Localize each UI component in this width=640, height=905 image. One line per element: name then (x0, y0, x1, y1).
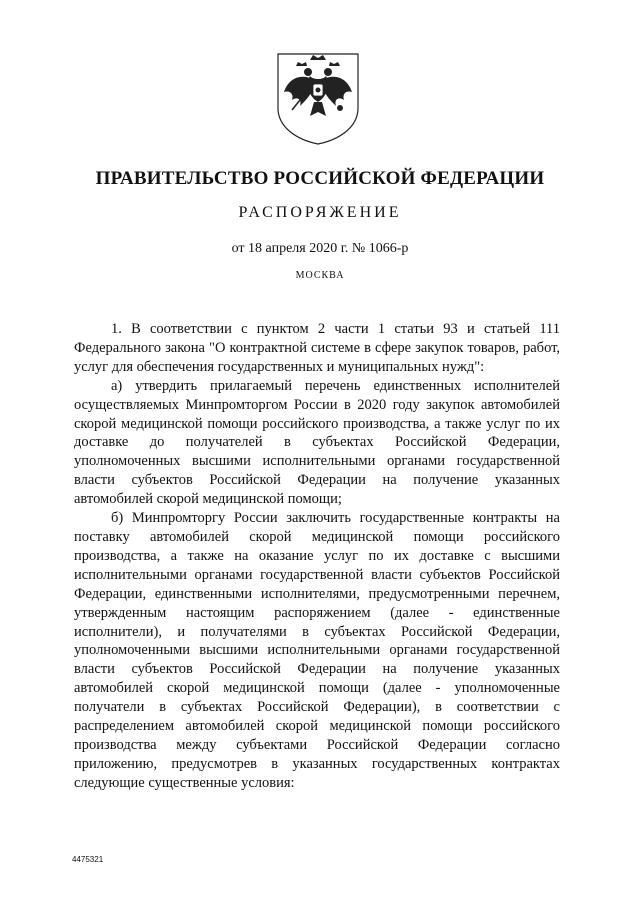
document-code: 4475321 (72, 855, 104, 864)
document-date-number: от 18 апреля 2020 г. № 1066-р (231, 241, 409, 256)
document-type: РАСПОРЯЖЕНИЕ (238, 204, 402, 221)
coat-of-arms-emblem (270, 50, 366, 146)
document-body (74, 320, 560, 793)
paragraph-1b: б) Минпромторгу России заключить государственные контракты на поставку автомобилей скорой медицинской помощи российского производства, а также на оказание услуг по их доставке с высшими исполнительными органами государственной власти субъектов Российской Федерации, единственными исполнителями, предусмотренными перечнем, утвержденным настоящим распоряжением (далее - единственные исполнители), и получателями в субъектах Российской Федерации, уполномоченными высшими исполнительными органами государственной власти субъектов Российской Федерации на получение указанных автомобилей скорой медицинской помощи (далее - уполномоченные получатели в субъектах Российской Федерации), в соответствии с распределением автомобилей скорой медицинской помощи российского производства между субъектами Российской Федерации согласно приложению, предусмотрев в указанных государственных контрактах следующие существенные условия: (74, 510, 560, 791)
paragraph-1a: а) утвердить прилагаемый перечень единственных исполнителей осуществляемых Минпромторгом России в 2020 году закупок автомобилей скорой медицинской помощи российского производства, а также услуг по их доставке до получателей в субъектах Российской Федерации, уполномоченных высшими исполнительными органами государственной власти субъектов Российской Федерации на получение указанных автомобилей скорой медицинской помощи; (74, 377, 560, 508)
document-city: МОСКВА (295, 270, 345, 281)
government-title: ПРАВИТЕЛЬСТВО РОССИЙСКОЙ ФЕДЕРАЦИИ (95, 168, 545, 189)
russian-coat-of-arms-icon (270, 50, 366, 146)
paragraph-1: 1. В соответствии с пунктом 2 части 1 статьи 93 и статьей 111 Федерального закона "О контрактной системе в сфере закупок товаров, работ, услуг для обеспечения государственных и муниципальных нужд": (74, 321, 560, 375)
